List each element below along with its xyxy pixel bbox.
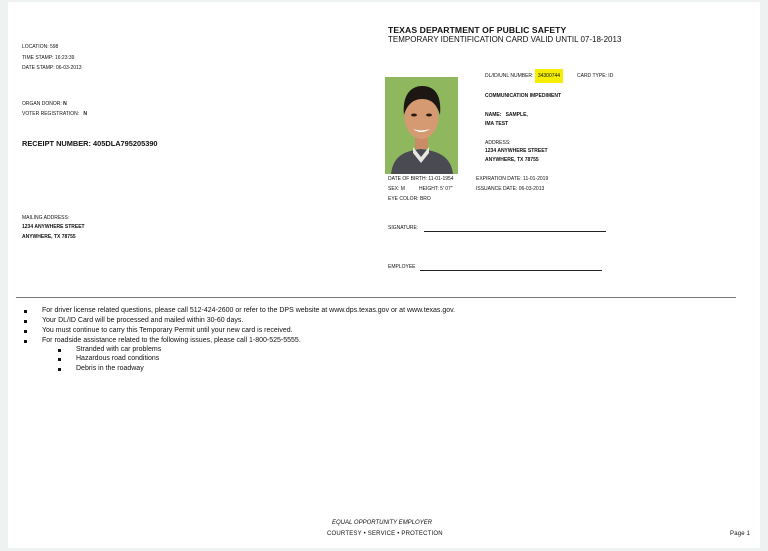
receipt-number: RECEIPT NUMBER: 405DLA795205390 <box>22 139 158 148</box>
name-line1: SAMPLE, <box>505 112 528 118</box>
employee-label: EMPLOYEE <box>388 264 416 270</box>
section-divider <box>16 297 736 298</box>
employee-signature-line <box>420 270 602 271</box>
address-line2: ANYWHERE, TX 78755 <box>485 157 539 163</box>
voter-registration-label: VOTER REGISTRATION: <box>22 111 80 117</box>
bullet-icon <box>58 368 61 371</box>
card-type: CARD TYPE: ID <box>577 73 614 79</box>
bullet-icon <box>58 349 61 352</box>
dlid-value: 34300744 <box>535 69 563 83</box>
voter-registration-value: N <box>83 111 87 117</box>
name-row <box>485 112 528 119</box>
height: HEIGHT: 5' 07" <box>419 186 453 192</box>
name-label: NAME: <box>485 112 502 118</box>
mailing-address-line1: 1234 ANYWHERE STREET <box>22 224 85 230</box>
signature-label: SIGNATURE: <box>388 225 419 231</box>
note-text: You must continue to carry this Temporary Permit until your new card is received. <box>42 327 293 334</box>
page-number: Page 1 <box>730 531 751 537</box>
voter-registration <box>22 111 87 118</box>
organ-donor <box>22 101 67 108</box>
note-text: For roadside assistance related to the following issues, please call 1-800-525-5555. <box>42 337 301 344</box>
bullet-icon <box>24 330 27 333</box>
address-label: ADDRESS: <box>485 140 511 146</box>
subnote-text: Hazardous road conditions <box>76 355 160 362</box>
card-validity: TEMPORARY IDENTIFICATION CARD VALID UNTIL 07-18-2013 <box>388 35 622 44</box>
date-of-birth: DATE OF BIRTH: 11-01-1954 <box>388 176 454 182</box>
agency-motto: COURTESY • SERVICE • PROTECTION <box>327 531 443 537</box>
mailing-address-line2: ANYWHERE, TX 78755 <box>22 234 76 240</box>
location: LOCATION: 598 <box>22 44 59 50</box>
issuance-date: ISSUANCE DATE: 06-03-2013 <box>476 186 545 192</box>
expiration-date: EXPIRATION DATE: 11-01-2019 <box>476 176 549 182</box>
note-text: Your DL/ID Card will be processed and mailed within 30-60 days. <box>42 317 244 324</box>
subnote-text: Stranded with car problems <box>76 346 162 353</box>
bullet-icon <box>24 340 27 343</box>
bullet-icon <box>24 320 27 323</box>
document-page <box>8 2 760 548</box>
portrait-photo-icon <box>385 77 458 174</box>
bullet-icon <box>58 358 61 361</box>
name-line2: IMA TEST <box>485 121 509 127</box>
eye-color: EYE COLOR: BRO <box>388 196 431 202</box>
organ-donor-label: ORGAN DONOR: <box>22 101 62 107</box>
subnote-text: Debris in the roadway <box>76 365 144 372</box>
time-stamp: TIME STAMP: 16:23:39 <box>22 55 75 61</box>
organ-donor-value: N <box>63 101 67 107</box>
dlid-label: DL/ID/UNL NUMBER: <box>485 73 534 79</box>
address-line1: 1234 ANYWHERE STREET <box>485 148 548 154</box>
mailing-address-label: MAILING ADDRESS: <box>22 215 70 221</box>
signature-line <box>424 231 606 232</box>
dlid-number <box>485 73 563 80</box>
sex: SEX: M <box>388 186 405 192</box>
date-stamp: DATE STAMP: 06-03-2013 <box>22 65 82 71</box>
agency-title: TEXAS DEPARTMENT OF PUBLIC SAFETY <box>388 25 567 35</box>
note-text: For driver license related questions, please call 512-424-2600 or refer to the DPS website at www.dps.texas.gov or at www.texas.gov. <box>42 307 456 314</box>
equal-opportunity-employer: EQUAL OPPORTUNITY EMPLOYER <box>332 520 433 526</box>
bullet-icon <box>24 310 27 313</box>
communication-impediment: COMMUNICATION IMPEDIMENT <box>485 93 562 99</box>
